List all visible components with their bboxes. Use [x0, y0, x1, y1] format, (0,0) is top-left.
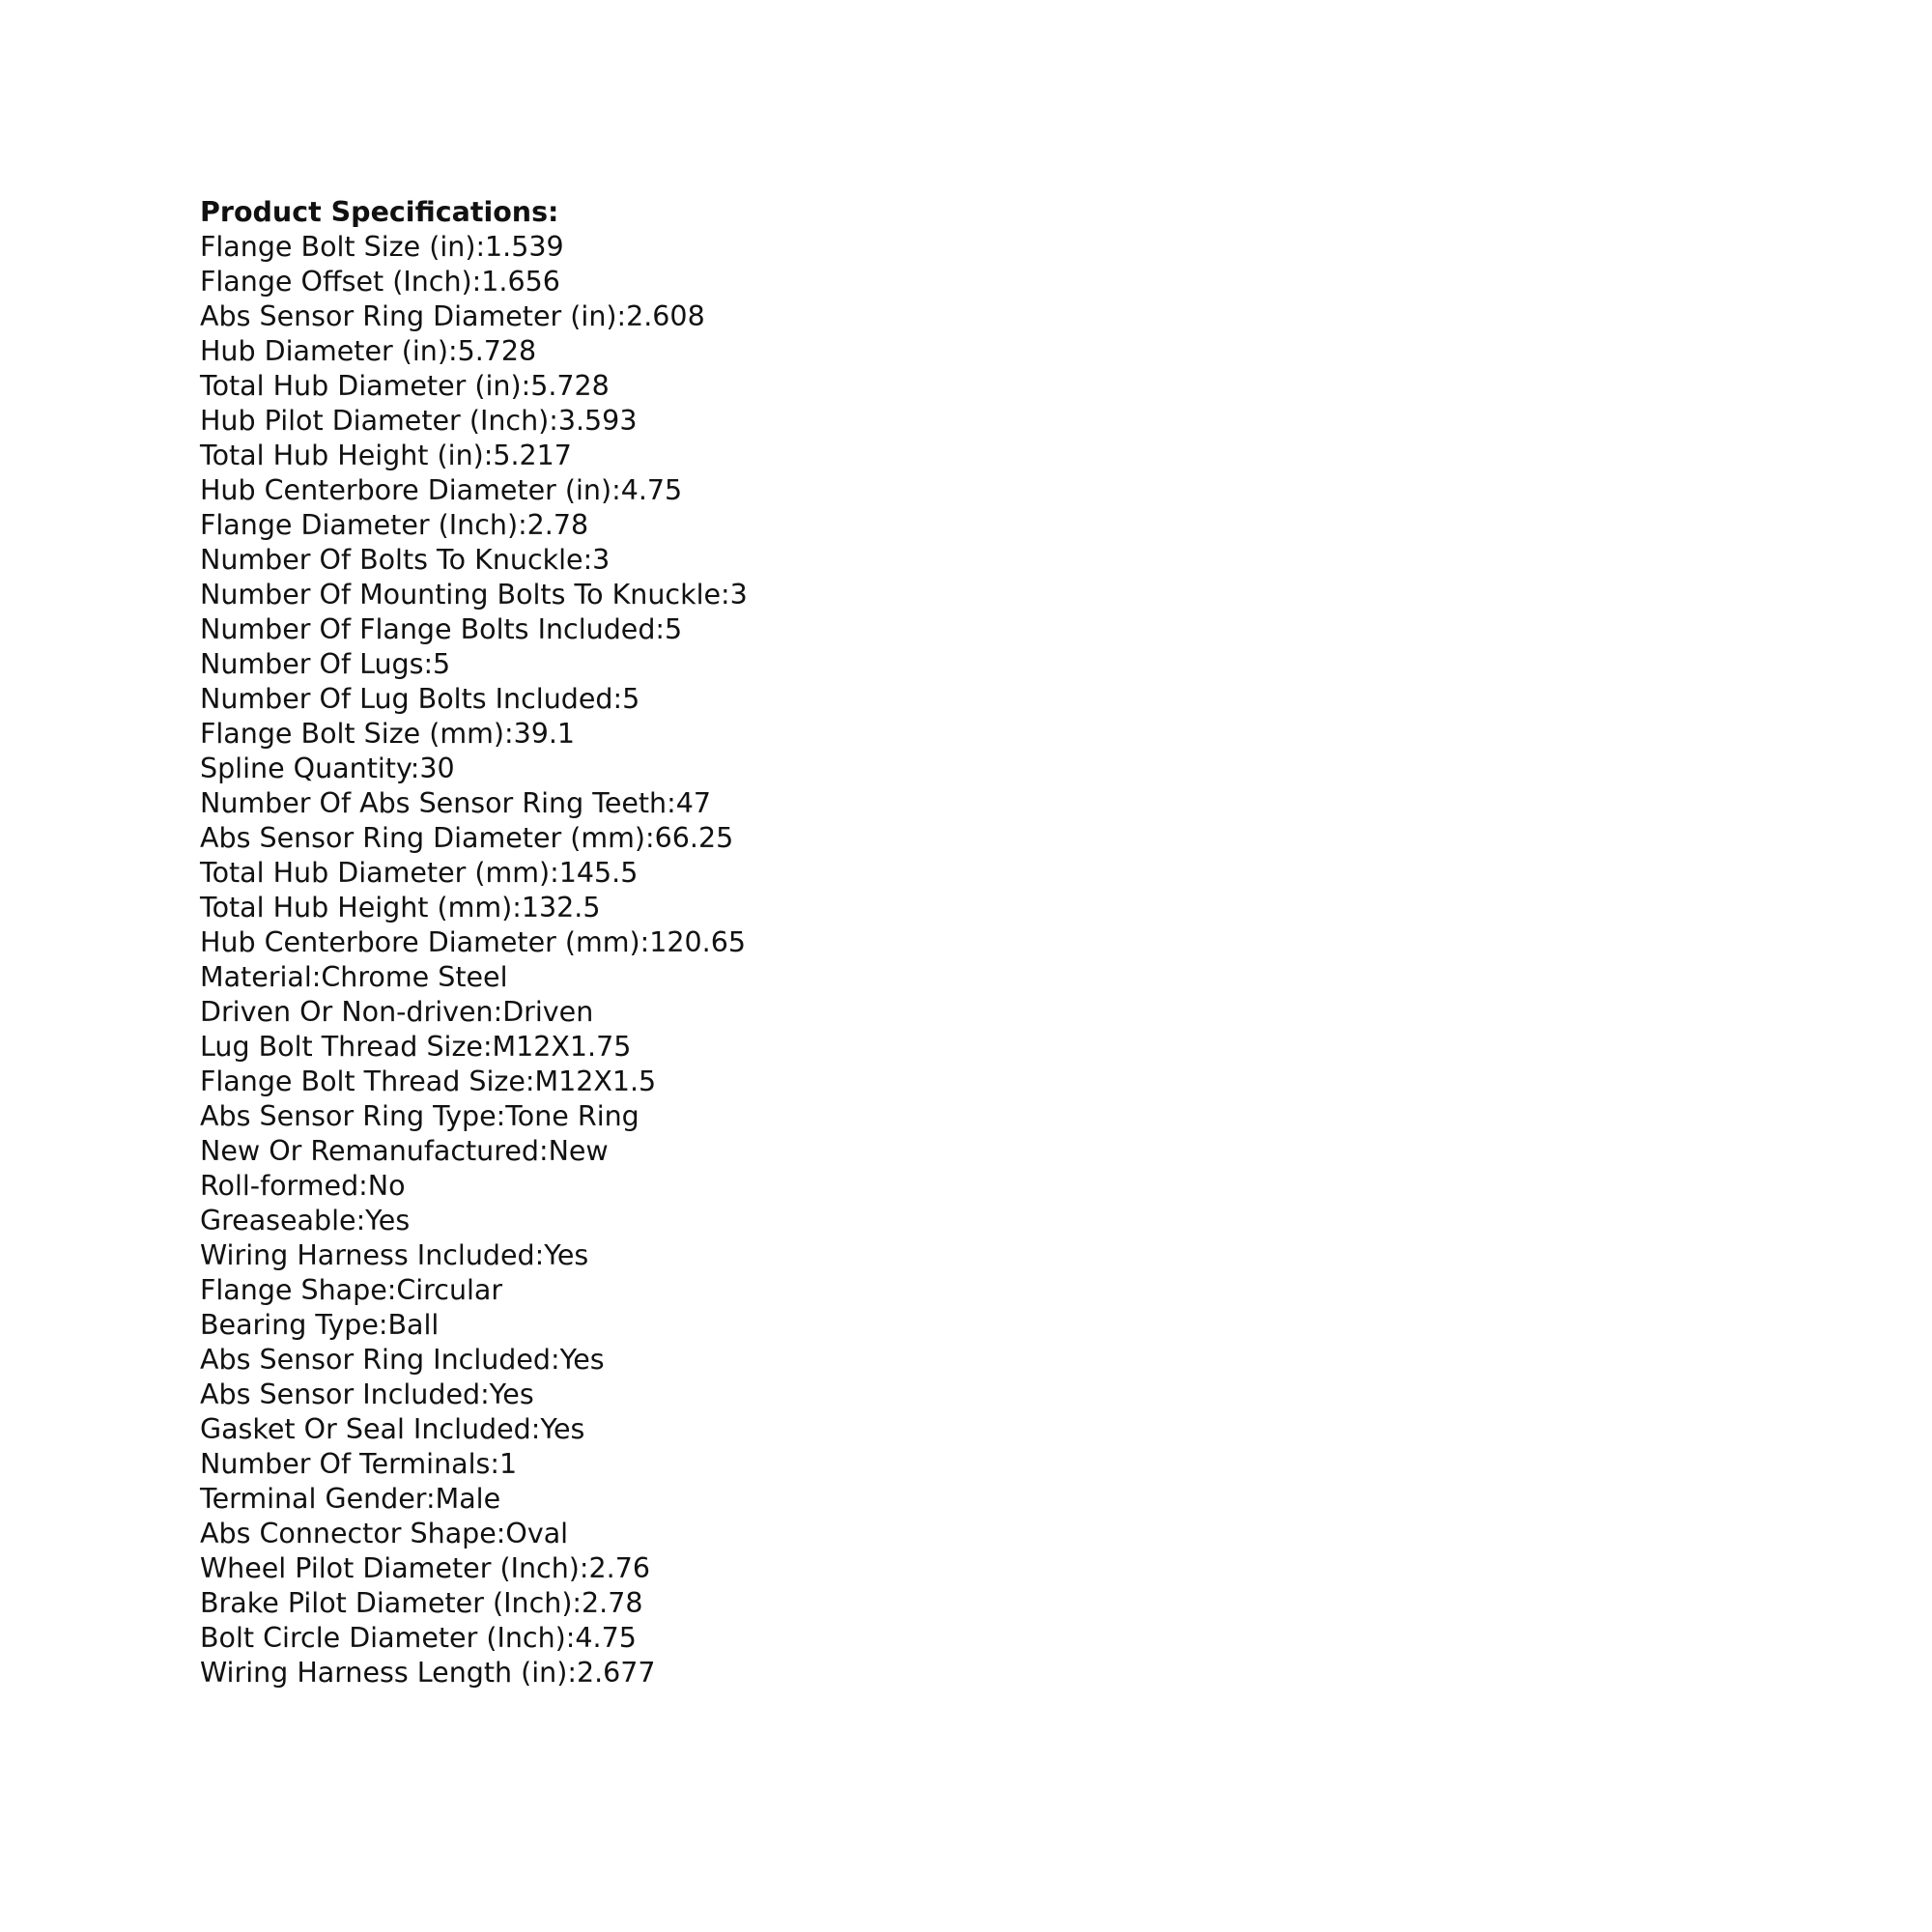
- spec-line: Hub Centerbore Diameter (in):4.75: [200, 474, 683, 506]
- spec-line: Bolt Circle Diameter (Inch):4.75: [200, 1622, 637, 1654]
- spec-line: Abs Sensor Ring Type:Tone Ring: [200, 1100, 639, 1132]
- spec-line: Abs Sensor Ring Diameter (mm):66.25: [200, 822, 734, 854]
- spec-line: Abs Sensor Ring Included:Yes: [200, 1344, 605, 1376]
- spec-line: Total Hub Height (mm):132.5: [200, 892, 601, 923]
- spec-line: Number Of Terminals:1: [200, 1448, 518, 1480]
- spec-line: Hub Diameter (in):5.728: [200, 335, 537, 367]
- spec-line: Flange Diameter (Inch):2.78: [200, 509, 589, 541]
- spec-line: Wheel Pilot Diameter (Inch):2.76: [200, 1552, 650, 1584]
- spec-line: Number Of Lugs:5: [200, 648, 451, 680]
- spec-line: Roll-formed:No: [200, 1170, 406, 1202]
- spec-line: Flange Shape:Circular: [200, 1274, 503, 1306]
- spec-line: Driven Or Non-driven:Driven: [200, 996, 594, 1028]
- spec-line: Number Of Flange Bolts Included:5: [200, 613, 683, 645]
- spec-title: Product Specifications:: [200, 196, 559, 228]
- spec-line: Abs Sensor Ring Diameter (in):2.608: [200, 300, 705, 332]
- spec-line: Flange Bolt Size (in):1.539: [200, 231, 564, 263]
- spec-line: Wiring Harness Length (in):2.677: [200, 1657, 656, 1689]
- spec-line: Number Of Abs Sensor Ring Teeth:47: [200, 787, 711, 819]
- spec-line: Total Hub Height (in):5.217: [200, 440, 572, 471]
- spec-line: Lug Bolt Thread Size:M12X1.75: [200, 1031, 632, 1063]
- spec-line: Spline Quantity:30: [200, 753, 455, 784]
- spec-line: Hub Pilot Diameter (Inch):3.593: [200, 405, 638, 437]
- spec-line: Hub Centerbore Diameter (mm):120.65: [200, 926, 746, 958]
- product-specifications: [200, 195, 1359, 1690]
- spec-line: Greaseable:Yes: [200, 1205, 411, 1236]
- spec-line: Number Of Mounting Bolts To Knuckle:3: [200, 579, 748, 611]
- spec-line: New Or Remanufactured:New: [200, 1135, 609, 1167]
- spec-line: Flange Offset (Inch):1.656: [200, 266, 560, 298]
- spec-line: Flange Bolt Size (mm):39.1: [200, 718, 576, 750]
- spec-line: Total Hub Diameter (in):5.728: [200, 370, 610, 402]
- spec-line: Wiring Harness Included:Yes: [200, 1239, 589, 1271]
- spec-line: Number Of Lug Bolts Included:5: [200, 683, 640, 715]
- spec-line: Number Of Bolts To Knuckle:3: [200, 544, 611, 576]
- spec-line: Flange Bolt Thread Size:M12X1.5: [200, 1065, 657, 1097]
- spec-line: Abs Connector Shape:Oval: [200, 1518, 569, 1549]
- spec-line: Terminal Gender:Male: [200, 1483, 501, 1515]
- spec-list: [200, 230, 1359, 1690]
- spec-line: Bearing Type:Ball: [200, 1309, 440, 1341]
- spec-line: Abs Sensor Included:Yes: [200, 1378, 534, 1410]
- spec-line: Material:Chrome Steel: [200, 961, 508, 993]
- spec-line: Brake Pilot Diameter (Inch):2.78: [200, 1587, 643, 1619]
- spec-line: Total Hub Diameter (mm):145.5: [200, 857, 639, 889]
- spec-line: Gasket Or Seal Included:Yes: [200, 1413, 585, 1445]
